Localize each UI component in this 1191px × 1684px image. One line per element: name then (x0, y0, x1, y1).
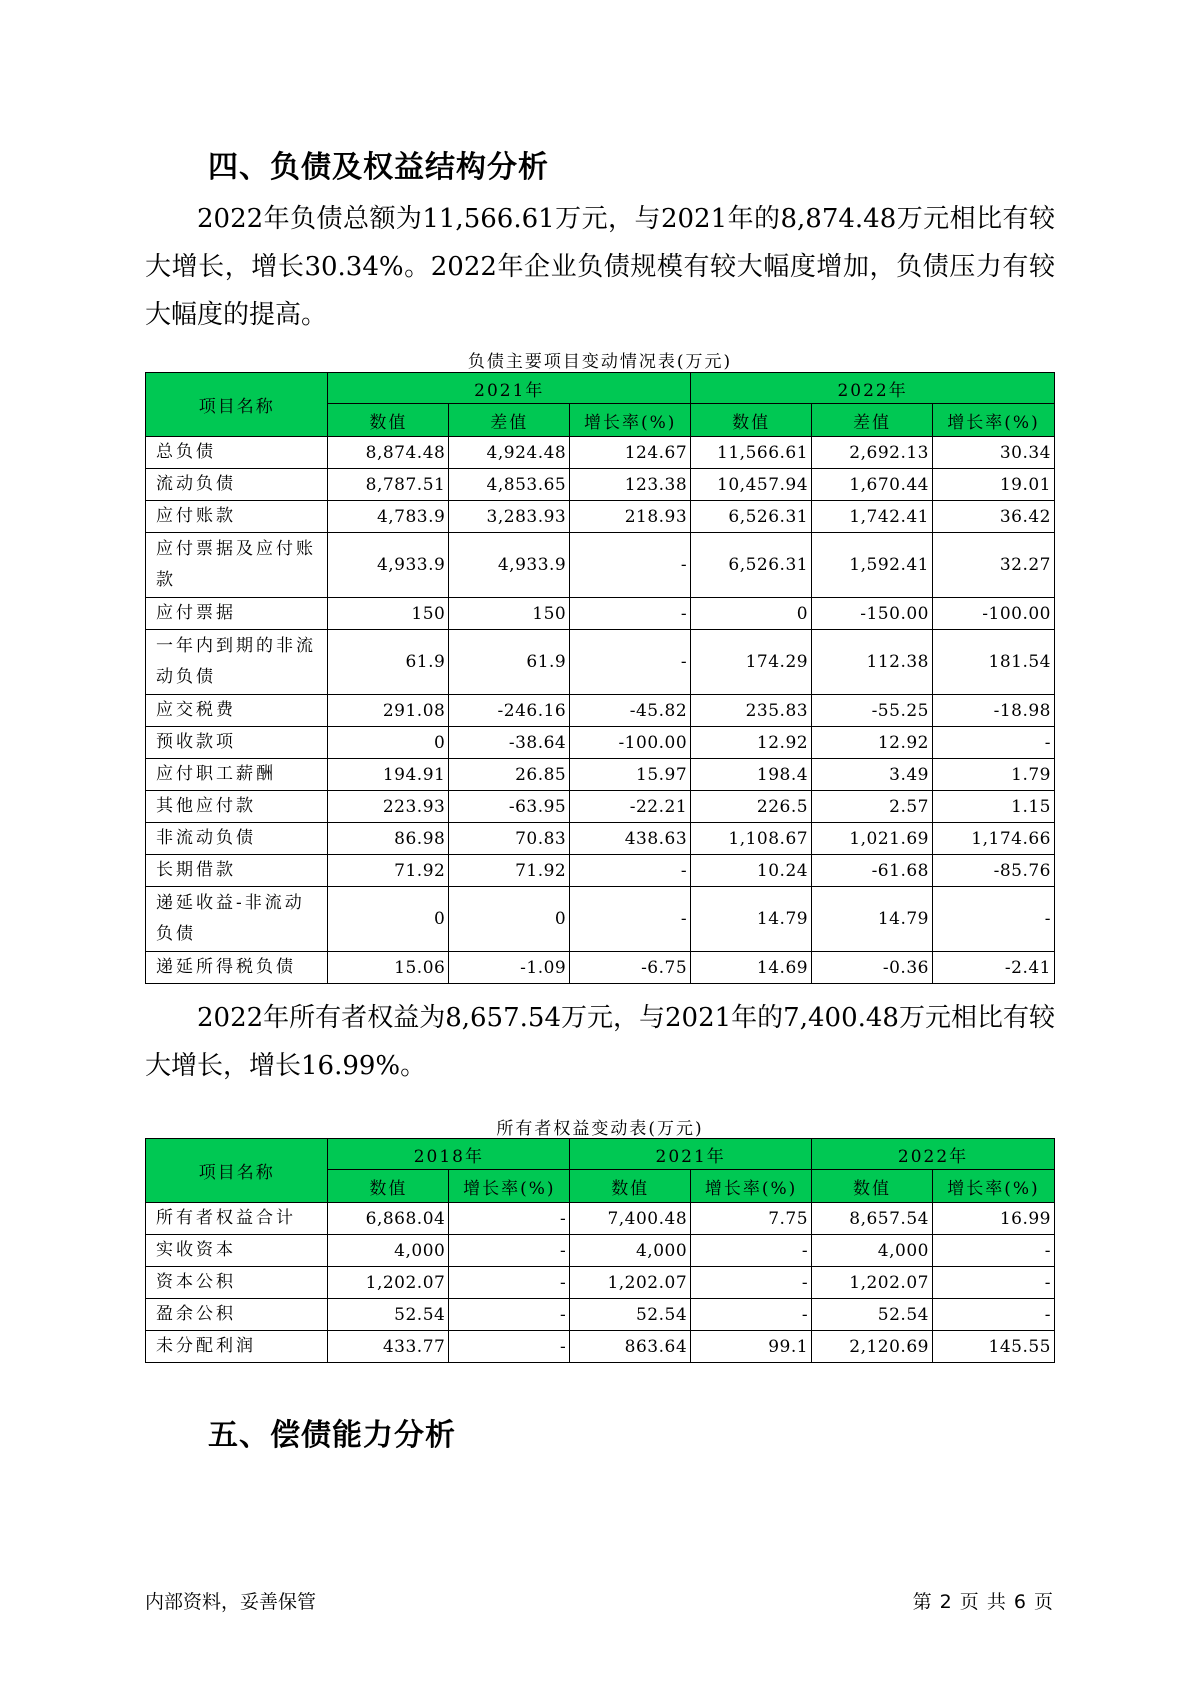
sub-header: 数值 (691, 404, 812, 437)
table-cell: 4,000 (812, 1235, 933, 1267)
table-cell: 0 (328, 727, 449, 759)
table-cell: -1.09 (449, 952, 570, 984)
table-cell: 291.08 (328, 695, 449, 727)
sub-header: 数值 (328, 1170, 449, 1203)
table-cell: 4,924.48 (449, 437, 570, 469)
table-cell: 1.79 (932, 759, 1054, 791)
table-row (146, 598, 1055, 630)
row-label: 应付票据及应付账款 (146, 533, 328, 598)
table-cell: 99.1 (691, 1331, 812, 1363)
name-column-header: 项目名称 (146, 373, 328, 437)
table-row (146, 695, 1055, 727)
table-cell: 52.54 (328, 1299, 449, 1331)
table-cell: 7,400.48 (570, 1203, 691, 1235)
row-label: 一年内到期的非流动负债 (146, 630, 328, 695)
row-label: 递延所得税负债 (146, 952, 328, 984)
row-label: 递延收益-非流动负债 (146, 887, 328, 952)
table-cell: 36.42 (932, 501, 1054, 533)
table-cell: 218.93 (570, 501, 691, 533)
sub-header: 差值 (812, 404, 933, 437)
equity-table-caption: 所有者权益变动表(万元) (496, 1119, 704, 1139)
year-header: 2021年 (570, 1139, 812, 1170)
table-cell: - (691, 1299, 812, 1331)
table-cell: 15.06 (328, 952, 449, 984)
table-row (146, 1203, 1055, 1235)
table-row (146, 727, 1055, 759)
row-label: 盈余公积 (146, 1299, 328, 1331)
sub-header: 增长率(%) (570, 404, 691, 437)
table-cell: 181.54 (932, 630, 1054, 695)
row-label: 应交税费 (146, 695, 328, 727)
table-cell: 86.98 (328, 823, 449, 855)
table-cell: 10,457.94 (691, 469, 812, 501)
table-cell: -6.75 (570, 952, 691, 984)
table-cell: 2.57 (812, 791, 933, 823)
table-cell: 8,787.51 (328, 469, 449, 501)
table-cell: 1,108.67 (691, 823, 812, 855)
table-row (146, 823, 1055, 855)
row-label: 资本公积 (146, 1267, 328, 1299)
table-row (146, 501, 1055, 533)
table-cell: 6,868.04 (328, 1203, 449, 1235)
row-label: 所有者权益合计 (146, 1203, 328, 1235)
table-cell: 16.99 (932, 1203, 1054, 1235)
table-cell: 1,670.44 (812, 469, 933, 501)
table-row (146, 630, 1055, 695)
table-cell: 1,202.07 (328, 1267, 449, 1299)
table-cell: 52.54 (812, 1299, 933, 1331)
table-cell: 1,021.69 (812, 823, 933, 855)
table-cell: 433.77 (328, 1331, 449, 1363)
table-cell: - (932, 887, 1054, 952)
table-cell: 8,657.54 (812, 1203, 933, 1235)
table-cell: - (932, 1299, 1054, 1331)
table-cell: 12.92 (691, 727, 812, 759)
table-cell: 1,174.66 (932, 823, 1054, 855)
table-cell: - (932, 1235, 1054, 1267)
table-cell: 52.54 (570, 1299, 691, 1331)
table-cell: - (570, 855, 691, 887)
liabilities-summary-paragraph: 2022年负债总额为11,566.61万元，与2021年的8,874.48万元相比有较大增长，增长30.34%。2022年企业负债规模有较大幅度增加，负债压力有较大幅度的提高。 (145, 204, 1055, 330)
table-cell: 19.01 (932, 469, 1054, 501)
table-row (146, 533, 1055, 598)
footer-page-number: 第 2 页 共 6 页 (912, 1591, 1054, 1613)
table-row (146, 791, 1055, 823)
table-cell: 1,592.41 (812, 533, 933, 598)
table-cell: 71.92 (449, 855, 570, 887)
table-cell: -38.64 (449, 727, 570, 759)
table-cell: 150 (449, 598, 570, 630)
table-cell: - (449, 1235, 570, 1267)
equity-table (145, 1138, 1055, 1363)
table-cell: 1,202.07 (570, 1267, 691, 1299)
table-row (146, 1299, 1055, 1331)
table-cell: 123.38 (570, 469, 691, 501)
sub-header: 增长率(%) (932, 404, 1054, 437)
table-cell: 3.49 (812, 759, 933, 791)
table-cell: 4,933.9 (328, 533, 449, 598)
table-cell: 61.9 (449, 630, 570, 695)
row-label: 流动负债 (146, 469, 328, 501)
table-cell: 32.27 (932, 533, 1054, 598)
row-label: 应付票据 (146, 598, 328, 630)
table-cell: 61.9 (328, 630, 449, 695)
year-header: 2022年 (812, 1139, 1055, 1170)
table-cell: 438.63 (570, 823, 691, 855)
table-cell: - (932, 1267, 1054, 1299)
table-cell: - (449, 1299, 570, 1331)
table-cell: - (449, 1331, 570, 1363)
table-cell: 15.97 (570, 759, 691, 791)
footer-confidential-note: 内部资料，妥善保管 (145, 1591, 317, 1613)
table-cell: -63.95 (449, 791, 570, 823)
table-cell: 2,692.13 (812, 437, 933, 469)
table-cell: 174.29 (691, 630, 812, 695)
equity-table-body (146, 1203, 1055, 1363)
table-cell: -85.76 (932, 855, 1054, 887)
table-cell: 4,000 (570, 1235, 691, 1267)
table-cell: 10.24 (691, 855, 812, 887)
table-cell: 11,566.61 (691, 437, 812, 469)
table-cell: 71.92 (328, 855, 449, 887)
table-cell: -55.25 (812, 695, 933, 727)
table-cell: 198.4 (691, 759, 812, 791)
table-cell: 70.83 (449, 823, 570, 855)
sub-header: 差值 (449, 404, 570, 437)
table-cell: 145.55 (932, 1331, 1054, 1363)
table-cell: 1,742.41 (812, 501, 933, 533)
table-row (146, 469, 1055, 501)
table-cell: -0.36 (812, 952, 933, 984)
table-row (146, 1235, 1055, 1267)
table-cell: 0 (691, 598, 812, 630)
table-cell: - (570, 598, 691, 630)
table-cell: 14.79 (812, 887, 933, 952)
table-cell: -18.98 (932, 695, 1054, 727)
sub-header: 增长率(%) (449, 1170, 570, 1203)
sub-header: 数值 (570, 1170, 691, 1203)
table-cell: 6,526.31 (691, 533, 812, 598)
row-label: 应付职工薪酬 (146, 759, 328, 791)
table-cell: - (449, 1267, 570, 1299)
table-cell: 194.91 (328, 759, 449, 791)
table-row (146, 855, 1055, 887)
table-cell: - (932, 727, 1054, 759)
table-cell: -246.16 (449, 695, 570, 727)
table-cell: -150.00 (812, 598, 933, 630)
row-label: 未分配利润 (146, 1331, 328, 1363)
row-label: 总负债 (146, 437, 328, 469)
table-cell: 8,874.48 (328, 437, 449, 469)
table-cell: -22.21 (570, 791, 691, 823)
table-cell: - (570, 533, 691, 598)
row-label: 非流动负债 (146, 823, 328, 855)
table-cell: 7.75 (691, 1203, 812, 1235)
sub-header: 增长率(%) (932, 1170, 1054, 1203)
table-cell: 235.83 (691, 695, 812, 727)
sub-header: 数值 (328, 404, 449, 437)
table-cell: - (691, 1267, 812, 1299)
row-label: 应付账款 (146, 501, 328, 533)
table-row (146, 952, 1055, 984)
table-cell: 4,933.9 (449, 533, 570, 598)
table-cell: -100.00 (570, 727, 691, 759)
table-cell: 4,000 (328, 1235, 449, 1267)
section-heading-liabilities-equity: 四、负债及权益结构分析 (208, 150, 549, 185)
table-cell: 3,283.93 (449, 501, 570, 533)
table-row (146, 1331, 1055, 1363)
year-header: 2022年 (691, 373, 1055, 404)
table-row (146, 759, 1055, 791)
row-label: 长期借款 (146, 855, 328, 887)
liabilities-table-body (146, 437, 1055, 984)
table-cell: 0 (328, 887, 449, 952)
year-header: 2021年 (328, 373, 691, 404)
table-cell: - (570, 887, 691, 952)
row-label: 预收款项 (146, 727, 328, 759)
table-cell: 124.67 (570, 437, 691, 469)
table-row (146, 1267, 1055, 1299)
table-cell: 26.85 (449, 759, 570, 791)
row-label: 其他应付款 (146, 791, 328, 823)
table-cell: 14.79 (691, 887, 812, 952)
table-cell: 30.34 (932, 437, 1054, 469)
row-label: 实收资本 (146, 1235, 328, 1267)
table-cell: 226.5 (691, 791, 812, 823)
table-cell: 4,783.9 (328, 501, 449, 533)
table-cell: -45.82 (570, 695, 691, 727)
table-cell: - (570, 630, 691, 695)
table-cell: 0 (449, 887, 570, 952)
liabilities-table-caption: 负债主要项目变动情况表(万元) (467, 352, 733, 372)
table-cell: 1,202.07 (812, 1267, 933, 1299)
table-cell: 863.64 (570, 1331, 691, 1363)
section-heading-solvency: 五、偿债能力分析 (208, 1418, 456, 1453)
table-cell: - (691, 1235, 812, 1267)
table-row (146, 437, 1055, 469)
table-row (146, 887, 1055, 952)
table-cell: - (449, 1203, 570, 1235)
table-cell: 2,120.69 (812, 1331, 933, 1363)
table-cell: 1.15 (932, 791, 1054, 823)
table-cell: 6,526.31 (691, 501, 812, 533)
table-cell: -2.41 (932, 952, 1054, 984)
table-cell: 150 (328, 598, 449, 630)
table-cell: 223.93 (328, 791, 449, 823)
table-cell: 12.92 (812, 727, 933, 759)
year-header: 2018年 (328, 1139, 570, 1170)
liabilities-table (145, 372, 1055, 984)
equity-summary-paragraph: 2022年所有者权益为8,657.54万元，与2021年的7,400.48万元相比有较大增长，增长16.99%。 (145, 1003, 1055, 1081)
table-cell: 14.69 (691, 952, 812, 984)
table-cell: -61.68 (812, 855, 933, 887)
table-cell: 4,853.65 (449, 469, 570, 501)
name-column-header: 项目名称 (146, 1139, 328, 1203)
table-cell: 112.38 (812, 630, 933, 695)
table-cell: -100.00 (932, 598, 1054, 630)
sub-header: 数值 (812, 1170, 933, 1203)
sub-header: 增长率(%) (691, 1170, 812, 1203)
